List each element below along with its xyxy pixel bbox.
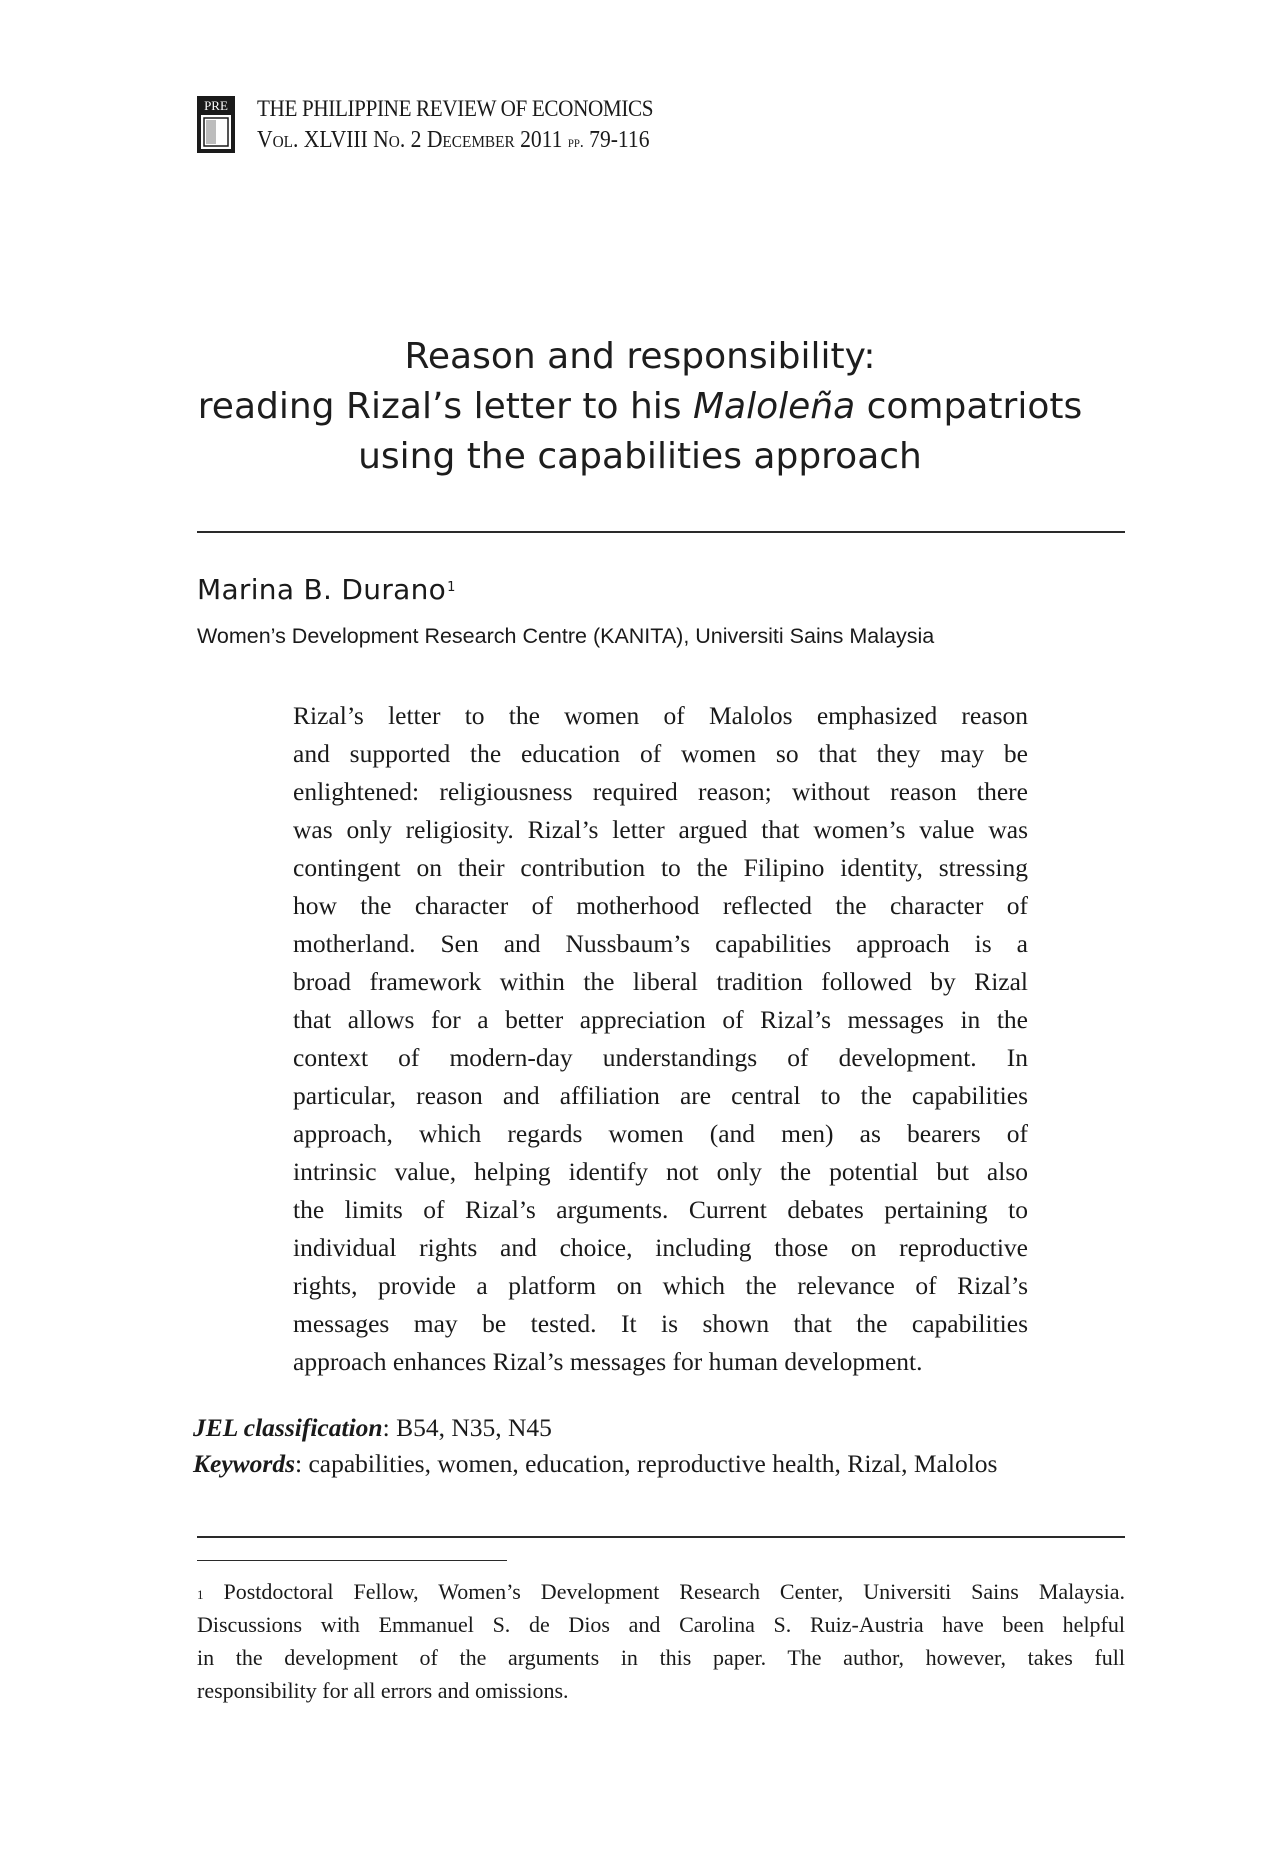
title-line-1: Reason and responsibility:: [404, 336, 876, 377]
title-line-2-end: compatriots: [855, 386, 1083, 427]
journal-pages-label: pp.: [567, 132, 584, 151]
title-divider: [197, 531, 1125, 533]
author-name-text: Marina B. Durano: [197, 573, 447, 606]
keywords-label: Keywords: [193, 1449, 295, 1478]
footnote-line: [197, 1575, 1125, 1608]
footnote-line: [197, 1641, 1125, 1674]
author-affiliation: Women’s Development Research Centre (KANITA), Universiti Sains Malaysia: [197, 624, 935, 648]
paper-title: [160, 332, 1120, 482]
abstract-line: individual rights and choice, including those on reproductive: [293, 1233, 1028, 1262]
abstract: [293, 697, 1028, 1381]
title-line-2: [160, 382, 1120, 432]
journal-info: [257, 94, 693, 158]
footnote-short-rule: [197, 1560, 507, 1561]
classification-block: [193, 1410, 997, 1482]
footnote-line-text: responsibility for all errors and omissions.: [197, 1678, 569, 1703]
abstract-line: context of modern-day understandings of development. In: [293, 1043, 1028, 1072]
jel-label: JEL classification: [193, 1413, 383, 1442]
abstract-line: and supported the education of women so that they may be: [293, 739, 1028, 768]
abstract-line: broad framework within the liberal tradition followed by Rizal: [293, 967, 1028, 996]
journal-header: [197, 96, 757, 156]
journal-pages: 79-116: [589, 127, 650, 153]
journal-logo-icon: [197, 96, 235, 153]
footnote-line-text: Postdoctoral Fellow, Women’s Development Research Center, Universiti Sains Malaysia.: [203, 1579, 1125, 1604]
abstract-line: contingent on their contribution to the Filipino identity, stressing: [293, 853, 1028, 882]
abstract-line: intrinsic value, helping identify not only the potential but also: [293, 1157, 1028, 1186]
abstract-line: approach, which regards women (and men) as bearers of: [293, 1119, 1028, 1148]
abstract-line: was only religiosity. Rizal’s letter argued that women’s value was: [293, 815, 1028, 844]
footnote-line: [197, 1674, 1125, 1707]
journal-issue: [257, 124, 650, 158]
title-italic-word: Maloleña: [692, 386, 856, 427]
abstract-line: rights, provide a platform on which the relevance of Rizal’s: [293, 1271, 1028, 1300]
title-line-2-start: reading Rizal’s letter to his: [197, 386, 693, 427]
abstract-line: enlightened: religiousness required reason; without reason there: [293, 777, 1028, 806]
footnote-line-text: Discussions with Emmanuel S. de Dios and Carolina S. Ruiz-Austria have been helpful: [197, 1612, 1125, 1637]
author-name: [197, 572, 456, 608]
keywords: [193, 1446, 997, 1482]
abstract-line: particular, reason and affiliation are central to the capabilities: [293, 1081, 1028, 1110]
abstract-line: Rizal’s letter to the women of Malolos emphasized reason: [293, 701, 1028, 730]
footnote-line: [197, 1608, 1125, 1641]
abstract-line: motherland. Sen and Nussbaum’s capabilities approach is a: [293, 929, 1028, 958]
title-line-3: using the capabilities approach: [358, 436, 922, 477]
journal-logo-text: PRE: [204, 98, 228, 113]
jel-classification: [193, 1410, 997, 1446]
footnote: [197, 1575, 1125, 1707]
abstract-line: that allows for a better appreciation of Rizal’s messages in the: [293, 1005, 1028, 1034]
jel-value: : B54, N35, N45: [382, 1413, 552, 1442]
footnote-line-text: in the development of the arguments in this paper. The author, however, takes full: [197, 1645, 1125, 1670]
abstract-line: messages may be tested. It is shown that the capabilities: [293, 1309, 1028, 1338]
keywords-value: : capabilities, women, education, reproductive health, Rizal, Malolos: [295, 1449, 998, 1478]
abstract-line: approach enhances Rizal’s messages for human development.: [293, 1347, 923, 1376]
journal-name: THE PHILIPPINE REVIEW OF ECONOMICS: [257, 96, 654, 121]
journal-volume: Vol. XLVIII No. 2 December 2011: [257, 127, 563, 153]
abstract-line: the limits of Rizal’s arguments. Current debates pertaining to: [293, 1195, 1028, 1224]
author-footnote-mark[interactable]: 1: [447, 580, 456, 595]
footnote-mark: 1: [197, 1587, 204, 1602]
abstract-line: how the character of motherhood reflected the character of: [293, 891, 1028, 920]
footnote-divider: [197, 1536, 1125, 1538]
